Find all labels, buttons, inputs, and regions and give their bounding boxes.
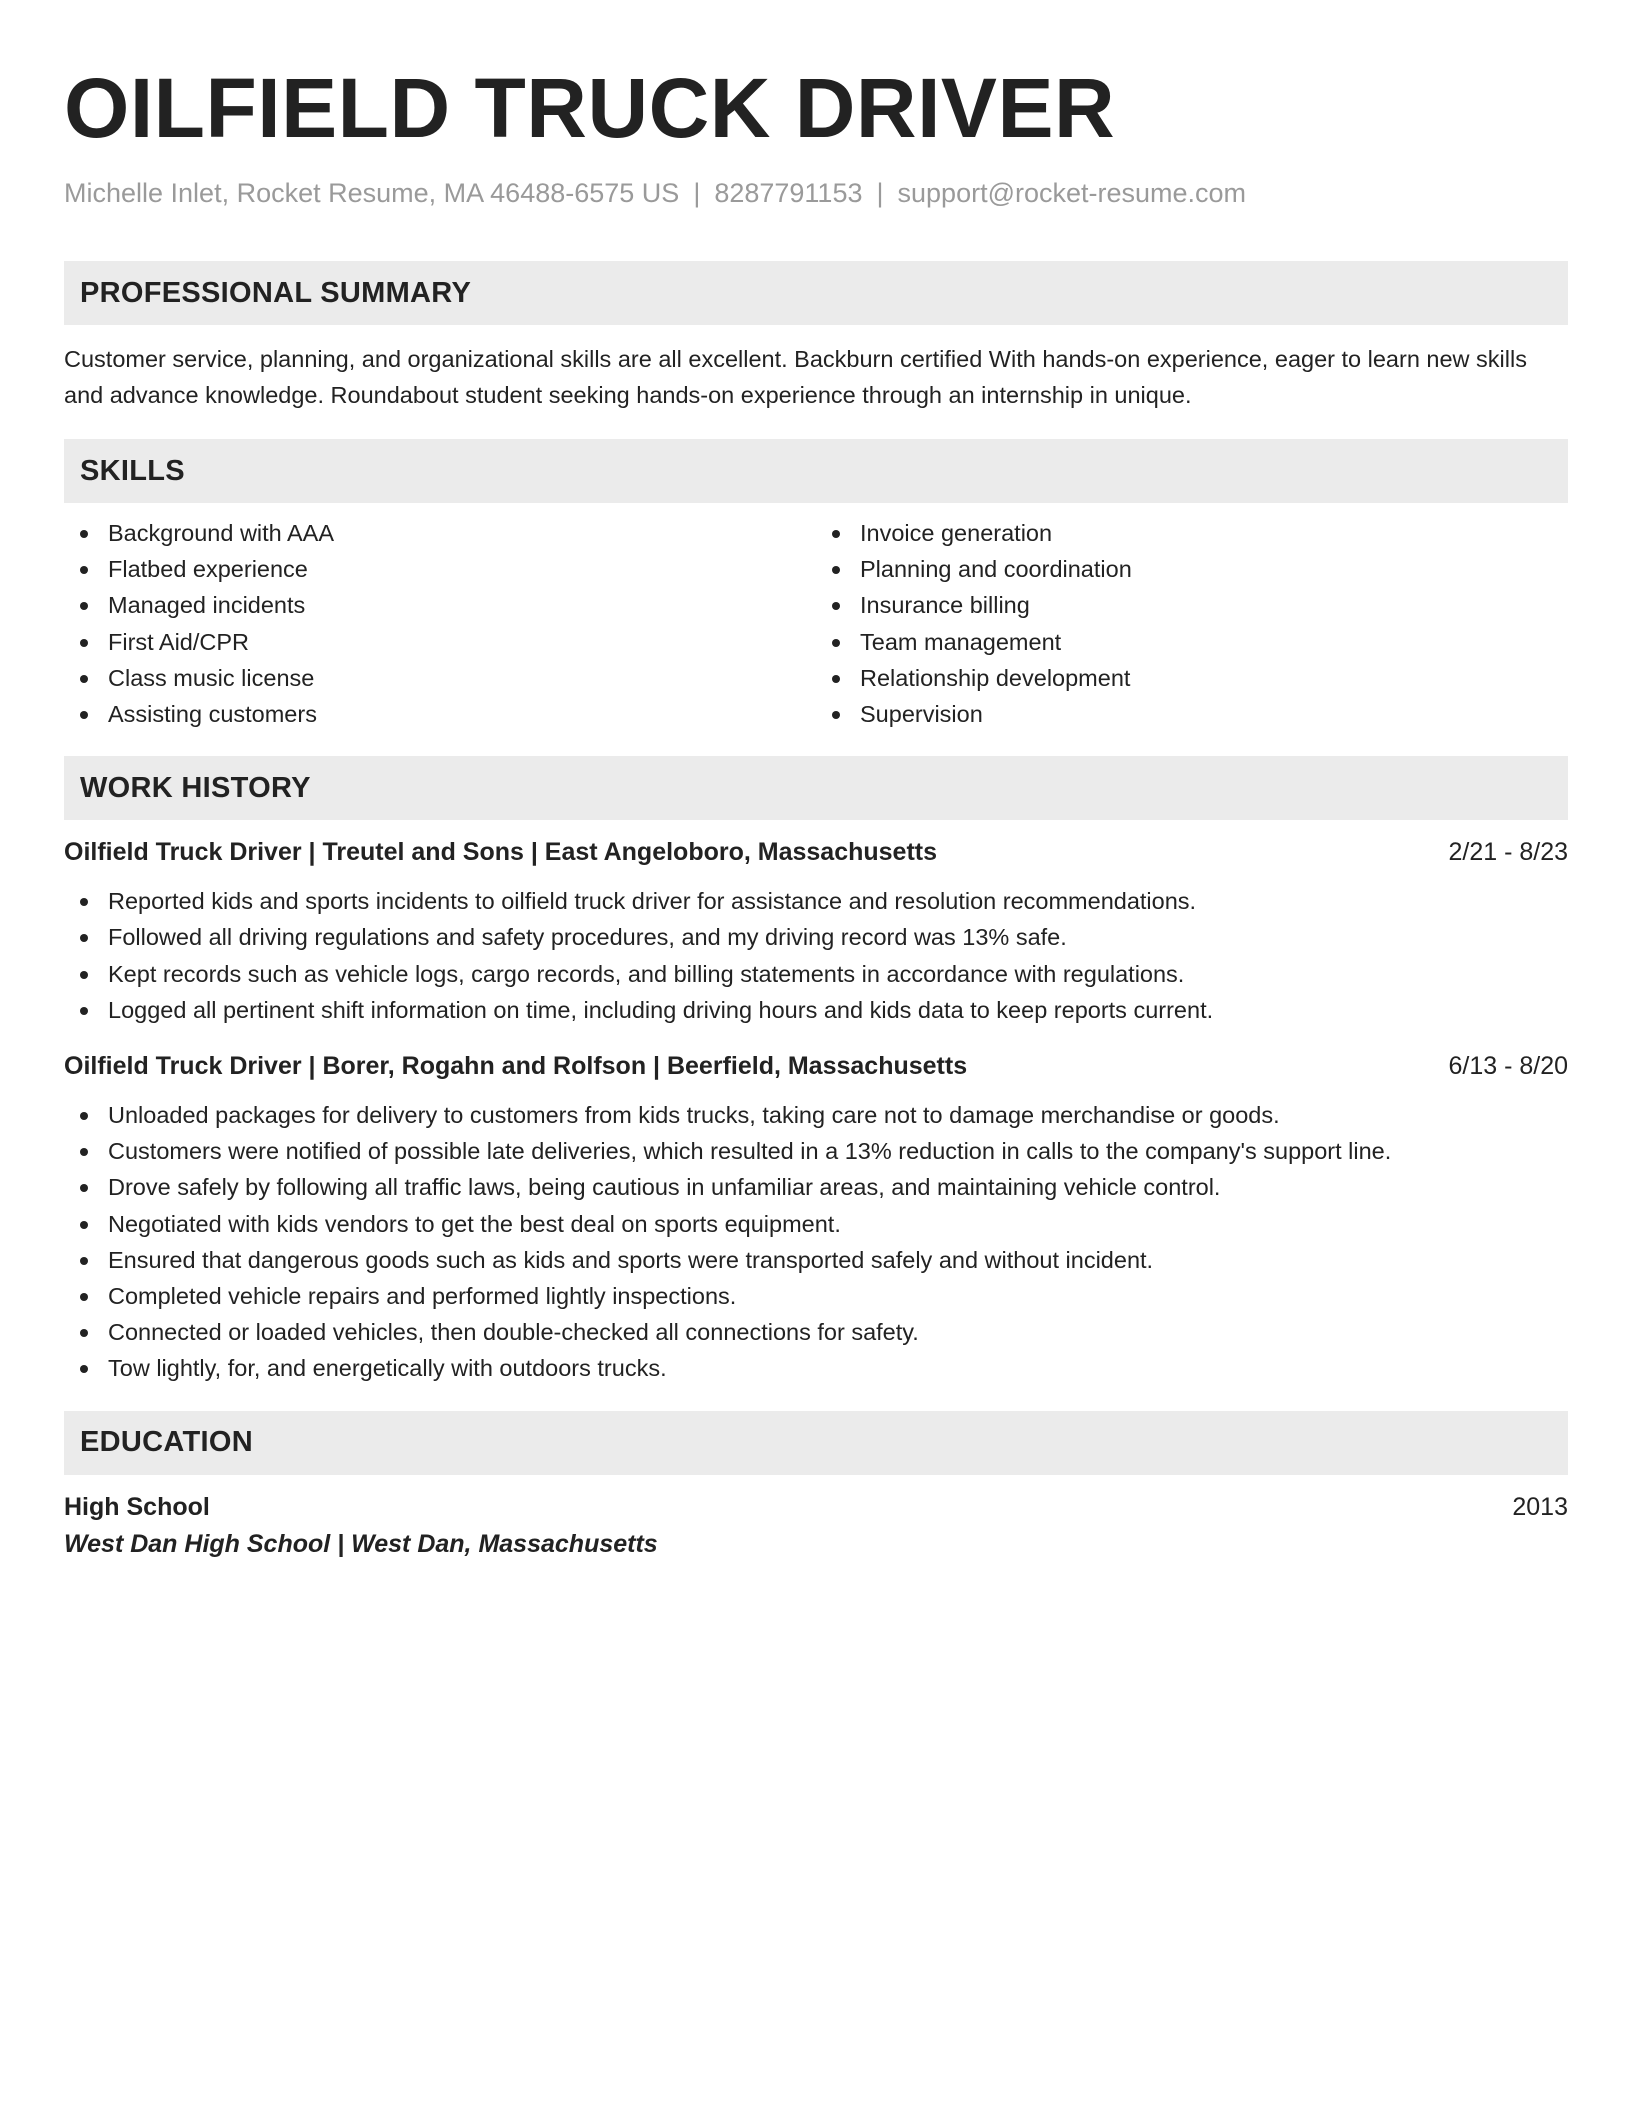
skill-item: Relationship development	[816, 660, 1568, 696]
job-bullet: Unloaded packages for delivery to customers from kids trucks, taking care not to damage merchandise or goods.	[64, 1097, 1568, 1133]
skill-item: Team management	[816, 624, 1568, 660]
skill-item: Flatbed experience	[64, 551, 816, 587]
job-bullet: Kept records such as vehicle logs, cargo records, and billing statements in accordance with regulations.	[64, 956, 1568, 992]
job-bullets	[64, 1097, 1568, 1387]
skill-item: Planning and coordination	[816, 551, 1568, 587]
job-title: Oilfield Truck Driver | Borer, Rogahn and Rolfson | Beerfield, Massachusetts	[64, 1052, 968, 1081]
job-header	[64, 838, 1568, 867]
skills-column-right	[816, 515, 1568, 732]
skill-item: Background with AAA	[64, 515, 816, 551]
skill-item: Managed incidents	[64, 587, 816, 623]
skills-list	[64, 515, 1568, 732]
summary-heading: PROFESSIONAL SUMMARY	[64, 261, 1568, 325]
skill-item: Invoice generation	[816, 515, 1568, 551]
job-title: Oilfield Truck Driver | Treutel and Sons | East Angeloboro, Massachusetts	[64, 838, 938, 867]
job-bullet: Reported kids and sports incidents to oilfield truck driver for assistance and resolution recommendations.	[64, 883, 1568, 919]
skill-item: Class music license	[64, 660, 816, 696]
job-dates: 6/13 - 8/20	[1448, 1052, 1568, 1081]
resume-name: OILFIELD TRUCK DRIVER	[64, 61, 1116, 155]
job-bullet: Connected or loaded vehicles, then double-checked all connections for safety.	[64, 1314, 1568, 1350]
skill-item: Supervision	[816, 696, 1568, 732]
education-header	[64, 1493, 1568, 1522]
job-entry	[64, 838, 1568, 1028]
job-bullet: Drove safely by following all traffic laws, being cautious in unfamiliar areas, and maintaining vehicle control.	[64, 1169, 1568, 1205]
job-bullet: Completed vehicle repairs and performed lightly inspections.	[64, 1278, 1568, 1314]
job-bullet: Tow lightly, for, and energetically with outdoors trucks.	[64, 1350, 1568, 1386]
job-bullet: Ensured that dangerous goods such as kids and sports were transported safely and without incident.	[64, 1242, 1568, 1278]
skills-column-left	[64, 515, 816, 732]
contact-line	[64, 178, 1568, 209]
contact-separator: |	[876, 178, 884, 208]
job-dates: 2/21 - 8/23	[1448, 838, 1568, 867]
contact-phone: 8287791153	[714, 178, 863, 208]
job-entry	[64, 1052, 1568, 1387]
job-bullet: Logged all pertinent shift information on time, including driving hours and kids data to keep reports current.	[64, 992, 1568, 1028]
education-heading: EDUCATION	[64, 1411, 1568, 1475]
job-bullets	[64, 883, 1568, 1028]
skill-item: First Aid/CPR	[64, 624, 816, 660]
contact-email: support@rocket-resume.com	[897, 178, 1247, 208]
education-degree: High School	[64, 1492, 210, 1521]
job-bullet: Customers were notified of possible late deliveries, which resulted in a 13% reduction in calls to the company's support line.	[64, 1133, 1568, 1169]
work-heading: WORK HISTORY	[64, 756, 1568, 820]
education-school: West Dan High School | West Dan, Massachusetts	[64, 1529, 658, 1558]
contact-address: Michelle Inlet, Rocket Resume, MA 46488-6575 US	[64, 178, 680, 208]
job-bullet: Followed all driving regulations and safety procedures, and my driving record was 13% safe.	[64, 919, 1568, 955]
contact-separator: |	[693, 178, 701, 208]
skills-heading: SKILLS	[64, 439, 1568, 503]
skill-item: Insurance billing	[816, 587, 1568, 623]
job-bullet: Negotiated with kids vendors to get the best deal on sports equipment.	[64, 1206, 1568, 1242]
summary-text: Customer service, planning, and organizational skills are all excellent. Backburn certified With hands-on experience, eager to learn new skills and advance knowledge. Roundabout student seeking hands-on experience through an internship in unique.	[64, 346, 1527, 408]
skill-item: Assisting customers	[64, 696, 816, 732]
education-year: 2013	[1512, 1492, 1568, 1521]
education-entry	[64, 1493, 1568, 1559]
job-header	[64, 1052, 1568, 1081]
